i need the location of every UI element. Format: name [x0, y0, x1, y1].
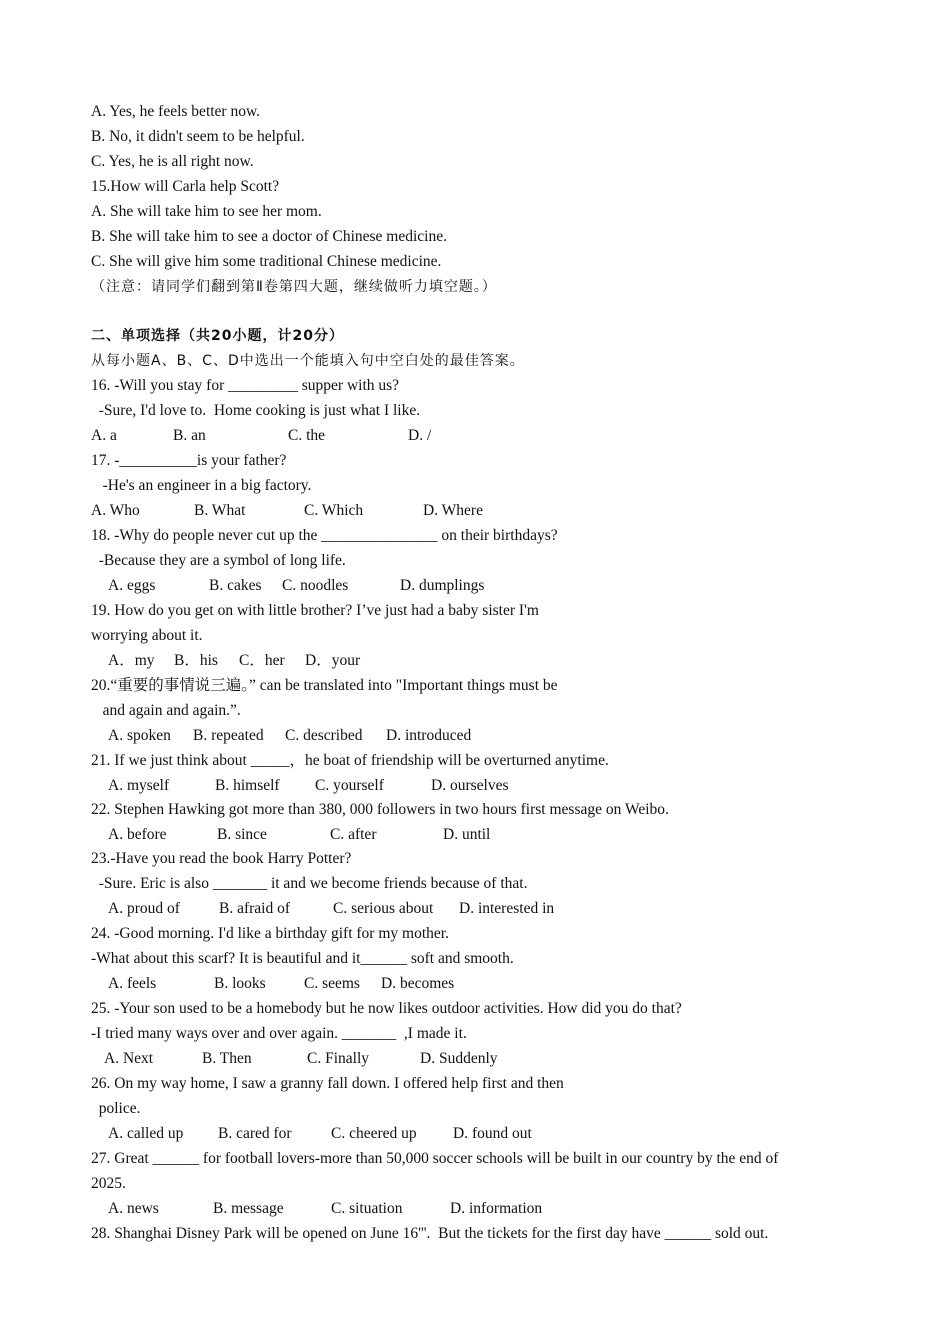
q22-option-a: A. before [108, 826, 167, 843]
q26-option-c: C. cheered up [331, 1125, 417, 1142]
q20-option-b: B. repeated [193, 727, 264, 744]
q22-question: 22. Stephen Hawking got more than 380, 000 followers in two hours first message on Weibo. [91, 801, 669, 818]
q22-options [0, 825, 900, 845]
q17-response: -He's an engineer in a big factory. [91, 477, 312, 494]
q20-option-a: A. spoken [108, 727, 171, 744]
q15-option-a: A. She will take him to see her mom. [91, 203, 322, 220]
q14-option-b: B. No, it didn't seem to be helpful. [91, 128, 305, 145]
q19-question-cont: worrying about it. [91, 627, 203, 644]
q19-option-a: A．my [108, 652, 155, 669]
q17-option-b: B. What [194, 502, 246, 519]
q27-options [0, 1199, 900, 1219]
q20-option-c: C. described [285, 727, 363, 744]
q26-option-a: A. called up [108, 1125, 184, 1142]
q23-question: 23.-Have you read the book Harry Potter? [91, 850, 352, 867]
q14-option-c: C. Yes, he is all right now. [91, 153, 254, 170]
q16-options [0, 426, 900, 446]
q23-option-a: A. proud of [108, 900, 180, 917]
q20-question-cont: and again and again.”. [91, 702, 241, 719]
section-title: 二、单项选择（共20小题，计20分） [91, 328, 344, 344]
q16-option-b: B. an [173, 427, 206, 444]
q19-options [0, 651, 900, 671]
q21-option-a: A. myself [108, 777, 170, 794]
q14-option-a: A. Yes, he feels better now. [91, 103, 261, 120]
q24-option-b: B. looks [214, 975, 266, 992]
q22-option-c: C. after [330, 826, 377, 843]
q25-option-d: D. Suddenly [420, 1050, 498, 1067]
q27-option-d: D. information [450, 1200, 543, 1217]
q26-question-cont: police. [91, 1100, 141, 1117]
q25-option-a: A. Next [104, 1050, 154, 1067]
q16-option-d: D. / [408, 427, 432, 444]
q27-option-b: B. message [213, 1200, 284, 1217]
q17-option-a: A. Who [91, 502, 140, 519]
q23-option-d: D. interested in [459, 900, 555, 917]
q27-option-a: A. news [108, 1200, 159, 1217]
q16-response: -Sure, I'd love to. Home cooking is just what I like. [91, 402, 421, 419]
q26-options [0, 1124, 900, 1144]
q23-response: -Sure. Eric is also _______ it and we become friends because of that. [91, 875, 528, 892]
q17-question: 17. -__________is your father? [91, 452, 287, 469]
q25-question: 25. -Your son used to be a homebody but he now likes outdoor activities. How did you do that? [91, 1000, 682, 1017]
q18-response: -Because they are a symbol of long life. [91, 552, 346, 569]
q26-question: 26. On my way home, I saw a granny fall down. I offered help first and then [91, 1075, 564, 1092]
q28-question: 28. Shanghai Disney Park will be opened on June 16'''. But the tickets for the first day have ______ sold out. [91, 1225, 769, 1242]
q24-option-a: A. feels [108, 975, 157, 992]
q15-option-c: C. She will give him some traditional Chinese medicine. [91, 253, 442, 270]
q26-option-b: B. cared for [218, 1125, 292, 1142]
listening-note: （注意：请同学们翻到第Ⅱ卷第四大题，继续做听力填空题。） [91, 279, 497, 295]
q17-options [0, 501, 900, 521]
q26-option-d: D. found out [453, 1125, 532, 1142]
q25-response: -I tried many ways over and over again. _______ ,I made it. [91, 1025, 467, 1042]
q24-options [0, 974, 900, 994]
q27-question-cont: 2025. [91, 1175, 126, 1192]
q21-option-b: B. himself [215, 777, 280, 794]
q16-question: 16. -Will you stay for _________ supper with us? [91, 377, 400, 394]
q21-options [0, 776, 900, 796]
q20-question: 20.“重要的事情说三遍。” can be translated into "Important things must be [91, 677, 558, 694]
q27-question: 27. Great ______ for football lovers-more than 50,000 soccer schools will be built in our country by the end of [91, 1150, 779, 1167]
q17-option-c: C. Which [304, 502, 364, 519]
q18-options [0, 576, 900, 596]
q18-option-d: D. dumplings [400, 577, 485, 594]
q21-question: 21. If we just think about _____，he boat of friendship will be overturned anytime. [91, 752, 609, 769]
q15-question: 15.How will Carla help Scott? [91, 178, 280, 195]
q22-option-d: D. until [443, 826, 491, 843]
q19-option-d: D．your [305, 652, 361, 669]
q19-option-b: B．his [174, 652, 218, 669]
q18-option-c: C. noodles [282, 577, 349, 594]
q19-question: 19. How do you get on with little brother? I’ve just had a baby sister I'm [91, 602, 539, 619]
q23-options [0, 899, 900, 919]
q18-option-b: B. cakes [209, 577, 262, 594]
q25-options [0, 1049, 900, 1069]
q21-option-d: D. ourselves [431, 777, 509, 794]
q27-option-c: C. situation [331, 1200, 403, 1217]
q25-option-c: C. Finally [307, 1050, 370, 1067]
q21-option-c: C. yourself [315, 777, 384, 794]
q18-question: 18. -Why do people never cut up the _______________ on their birthdays? [91, 527, 558, 544]
q24-response: -What about this scarf? It is beautiful and it______ soft and smooth. [91, 950, 514, 967]
q22-option-b: B. since [217, 826, 267, 843]
q24-question: 24. -Good morning. I'd like a birthday gift for my mother. [91, 925, 449, 942]
q18-option-a: A. eggs [108, 577, 156, 594]
q24-option-c: C. seems [304, 975, 360, 992]
section-instruction: 从每小题A、B、C、D中选出一个能填入句中空白处的最佳答案。 [91, 353, 525, 369]
q23-option-b: B. afraid of [219, 900, 291, 917]
q20-option-d: D. introduced [386, 727, 472, 744]
q23-option-c: C. serious about [333, 900, 434, 917]
q19-option-c: C．her [239, 652, 285, 669]
q20-options [0, 726, 900, 746]
q16-option-a: A. a [91, 427, 117, 444]
q25-option-b: B. Then [202, 1050, 252, 1067]
q16-option-c: C. the [288, 427, 326, 444]
q24-option-d: D. becomes [381, 975, 455, 992]
q17-option-d: D. Where [423, 502, 483, 519]
q15-option-b: B. She will take him to see a doctor of Chinese medicine. [91, 228, 447, 245]
